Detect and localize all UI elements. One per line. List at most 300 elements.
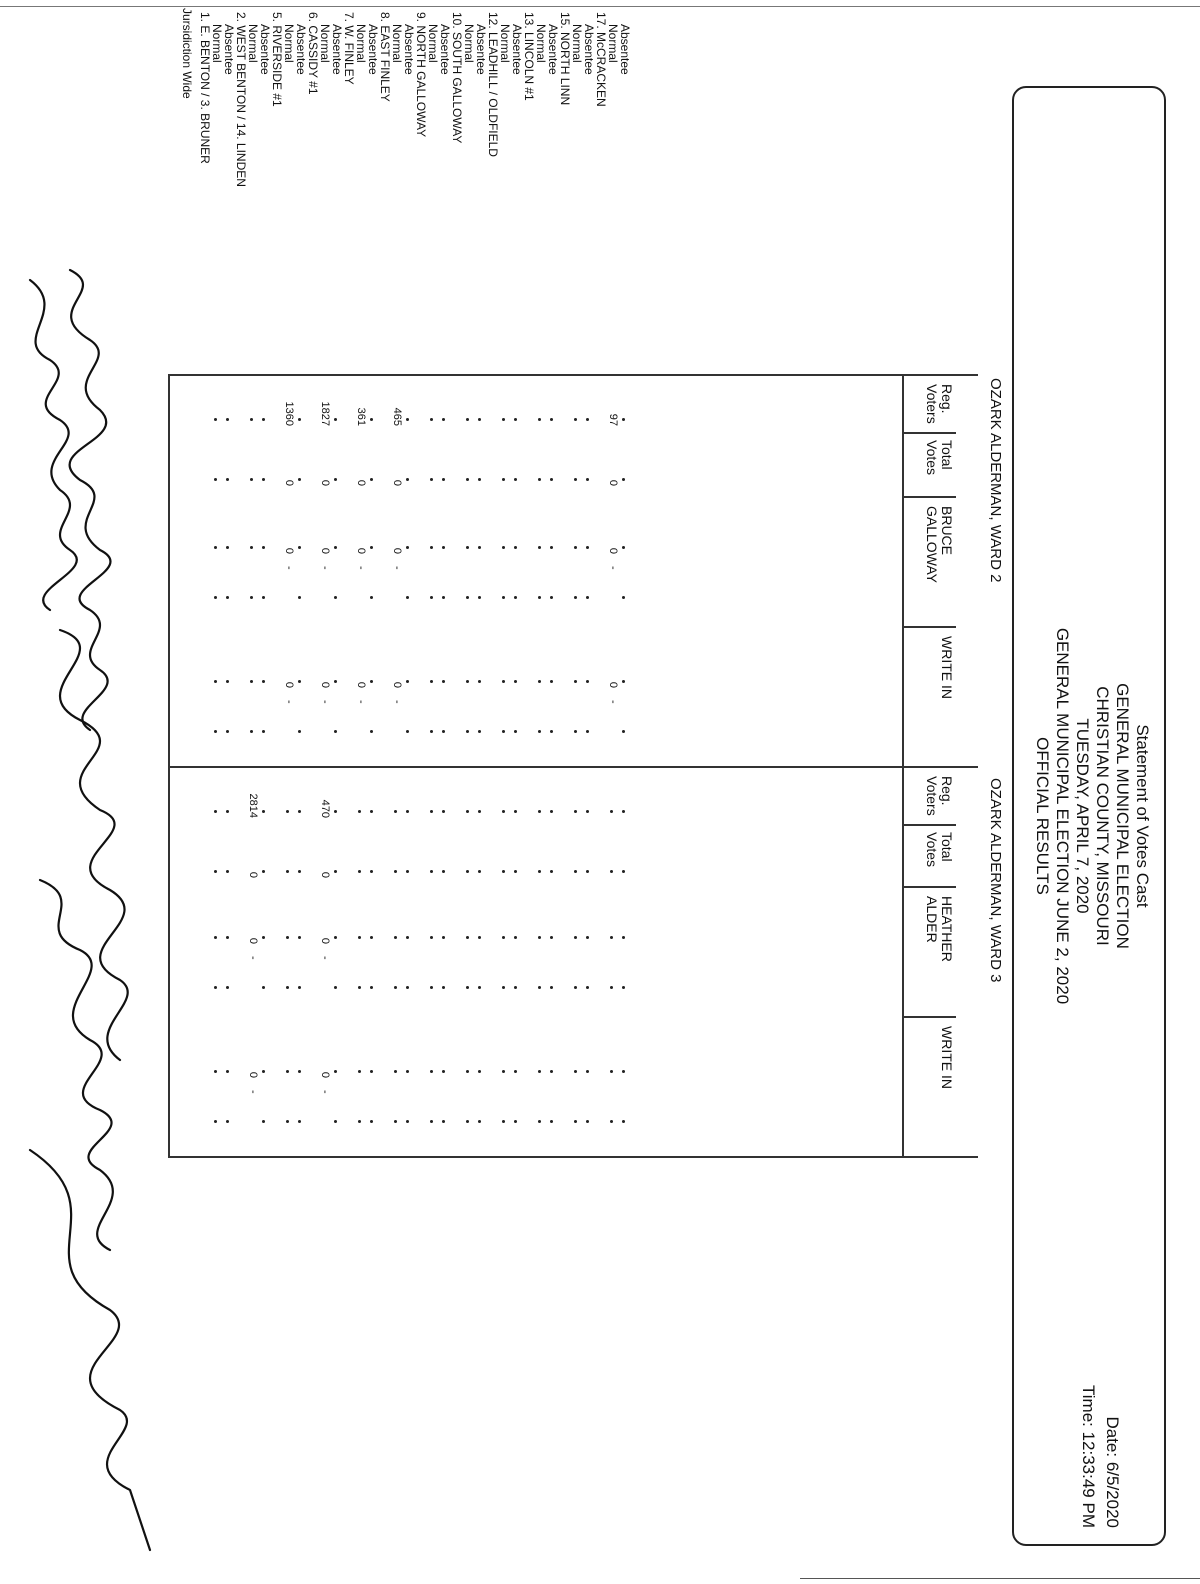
empty-cell-dot: [250, 478, 253, 481]
reg-voters-value: 97: [607, 413, 619, 426]
empty-cell-dot: [286, 986, 289, 989]
vote-type-label: Absentee: [582, 24, 596, 75]
empty-cell-dot: [334, 1120, 337, 1123]
empty-cell-dot: [622, 986, 625, 989]
candidate-2-percent: -: [319, 1090, 331, 1094]
empty-cell-dot: [262, 730, 265, 733]
total-votes-value: 0: [319, 871, 331, 878]
empty-cell-dot: [298, 596, 301, 599]
empty-cell-dot: [478, 546, 481, 549]
empty-cell-dot: [502, 870, 505, 873]
candidate-2-votes: 0: [247, 1071, 259, 1078]
empty-cell-dot: [262, 870, 265, 873]
header-line-3: CHRISTIAN COUNTY, MISSOURI: [1093, 686, 1112, 946]
empty-cell-dot: [478, 1070, 481, 1073]
empty-cell-dot: [538, 596, 541, 599]
empty-cell-dot: [262, 596, 265, 599]
empty-cell-dot: [394, 1120, 397, 1123]
empty-cell-dot: [478, 986, 481, 989]
candidate-1-votes: 0: [355, 547, 367, 554]
empty-cell-dot: [394, 870, 397, 873]
empty-cell-dot: [262, 546, 265, 549]
empty-cell-dot: [538, 418, 541, 421]
empty-cell-dot: [610, 986, 613, 989]
empty-cell-dot: [622, 478, 625, 481]
empty-cell-dot: [298, 870, 301, 873]
empty-cell-dot: [538, 936, 541, 939]
empty-cell-dot: [370, 936, 373, 939]
empty-cell-dot: [370, 870, 373, 873]
empty-cell-dot: [406, 1120, 409, 1123]
vote-type-label: Absentee: [330, 24, 344, 75]
candidate-2-votes: 0: [355, 681, 367, 688]
ward-3-total-votes-header: Total Votes: [924, 832, 955, 868]
empty-cell-dot: [298, 418, 301, 421]
empty-cell-dot: [262, 418, 265, 421]
empty-cell-dot: [574, 1070, 577, 1073]
vote-type-label: Absentee: [546, 24, 560, 75]
empty-cell-dot: [298, 936, 301, 939]
empty-cell-dot: [586, 1070, 589, 1073]
empty-cell-dot: [406, 546, 409, 549]
empty-cell-dot: [250, 418, 253, 421]
vote-type-label: Normal: [462, 24, 476, 63]
empty-cell-dot: [478, 1120, 481, 1123]
header-divider: [904, 496, 956, 498]
empty-cell-dot: [538, 680, 541, 683]
empty-cell-dot: [442, 730, 445, 733]
empty-cell-dot: [214, 596, 217, 599]
candidate-2-percent: -: [247, 1090, 259, 1094]
empty-cell-dot: [286, 1120, 289, 1123]
empty-cell-dot: [334, 730, 337, 733]
empty-cell-dot: [334, 986, 337, 989]
empty-cell-dot: [430, 810, 433, 813]
empty-cell-dot: [394, 810, 397, 813]
empty-cell-dot: [214, 936, 217, 939]
vote-type-label: Absentee: [474, 24, 488, 75]
ward-2-left-rule: [168, 374, 978, 376]
empty-cell-dot: [226, 478, 229, 481]
reg-voters-value: 465: [391, 407, 403, 426]
header-line-4: TUESDAY, APRIL 7, 2020: [1073, 718, 1092, 914]
empty-cell-dot: [466, 478, 469, 481]
candidate-1-votes: 0: [247, 937, 259, 944]
empty-cell-dot: [502, 1120, 505, 1123]
empty-cell-dot: [466, 418, 469, 421]
empty-cell-dot: [406, 418, 409, 421]
empty-cell-dot: [214, 418, 217, 421]
empty-cell-dot: [622, 1070, 625, 1073]
empty-cell-dot: [370, 680, 373, 683]
header-divider: [904, 1016, 956, 1018]
empty-cell-dot: [610, 810, 613, 813]
vote-type-label: Absentee: [366, 24, 380, 75]
empty-cell-dot: [214, 1070, 217, 1073]
candidate-2-percent: -: [283, 700, 295, 704]
reg-voters-value: 1360: [283, 401, 295, 426]
empty-cell-dot: [574, 680, 577, 683]
empty-cell-dot: [586, 418, 589, 421]
empty-cell-dot: [538, 870, 541, 873]
empty-cell-dot: [586, 596, 589, 599]
empty-cell-dot: [538, 478, 541, 481]
empty-cell-dot: [442, 870, 445, 873]
empty-cell-dot: [250, 730, 253, 733]
vote-type-label: Absentee: [258, 24, 272, 75]
empty-cell-dot: [502, 546, 505, 549]
ward-3-candidate-1-header: HEATHER ALDER: [924, 896, 955, 962]
empty-cell-dot: [514, 596, 517, 599]
candidate-2-votes: 0: [319, 1071, 331, 1078]
empty-cell-dot: [430, 546, 433, 549]
column-header-rule: [902, 374, 904, 1156]
precinct-label: 6. CASSIDY #1: [306, 12, 320, 95]
empty-cell-dot: [370, 1120, 373, 1123]
empty-cell-dot: [358, 810, 361, 813]
empty-cell-dot: [502, 478, 505, 481]
candidate-1-percent: -: [319, 956, 331, 960]
empty-cell-dot: [442, 680, 445, 683]
empty-cell-dot: [466, 870, 469, 873]
empty-cell-dot: [550, 1070, 553, 1073]
empty-cell-dot: [586, 936, 589, 939]
empty-cell-dot: [430, 596, 433, 599]
vote-type-label: Absentee: [438, 24, 452, 75]
total-votes-value: 0: [355, 479, 367, 486]
race-title-ward-2: OZARK ALDERMAN, WARD 2: [987, 378, 1004, 583]
total-votes-value: 0: [283, 479, 295, 486]
empty-cell-dot: [442, 596, 445, 599]
header-divider: [904, 626, 956, 628]
empty-cell-dot: [226, 870, 229, 873]
empty-cell-dot: [574, 418, 577, 421]
empty-cell-dot: [622, 418, 625, 421]
empty-cell-dot: [550, 546, 553, 549]
vote-type-label: Normal: [390, 24, 404, 63]
empty-cell-dot: [250, 680, 253, 683]
empty-cell-dot: [550, 680, 553, 683]
empty-cell-dot: [502, 936, 505, 939]
empty-cell-dot: [262, 680, 265, 683]
empty-cell-dot: [334, 546, 337, 549]
reg-voters-value: 361: [355, 407, 367, 426]
empty-cell-dot: [466, 986, 469, 989]
empty-cell-dot: [574, 546, 577, 549]
empty-cell-dot: [442, 810, 445, 813]
empty-cell-dot: [334, 810, 337, 813]
candidate-1-percent: -: [355, 566, 367, 570]
empty-cell-dot: [430, 936, 433, 939]
empty-cell-dot: [514, 810, 517, 813]
empty-cell-dot: [538, 730, 541, 733]
empty-cell-dot: [502, 986, 505, 989]
empty-cell-dot: [370, 596, 373, 599]
candidate-1-percent: -: [319, 566, 331, 570]
precinct-label: 15. NORTH LINN: [558, 12, 572, 106]
empty-cell-dot: [214, 870, 217, 873]
candidate-1-votes: 0: [607, 547, 619, 554]
reg-voters-value: 1827: [319, 401, 331, 426]
empty-cell-dot: [574, 730, 577, 733]
precinct-label: 7. W. FINLEY: [342, 12, 356, 85]
candidate-1-percent: -: [247, 956, 259, 960]
empty-cell-dot: [442, 1070, 445, 1073]
empty-cell-dot: [430, 1070, 433, 1073]
vote-type-label: Normal: [498, 24, 512, 63]
empty-cell-dot: [226, 1120, 229, 1123]
empty-cell-dot: [214, 730, 217, 733]
empty-cell-dot: [586, 1120, 589, 1123]
ward-3-right-rule: [168, 1156, 978, 1158]
empty-cell-dot: [610, 870, 613, 873]
empty-cell-dot: [406, 986, 409, 989]
empty-cell-dot: [298, 680, 301, 683]
empty-cell-dot: [574, 870, 577, 873]
empty-cell-dot: [574, 596, 577, 599]
empty-cell-dot: [334, 1070, 337, 1073]
empty-cell-dot: [370, 810, 373, 813]
empty-cell-dot: [610, 936, 613, 939]
empty-cell-dot: [358, 1070, 361, 1073]
candidate-1-percent: -: [607, 566, 619, 570]
empty-cell-dot: [478, 870, 481, 873]
empty-cell-dot: [394, 936, 397, 939]
candidate-1-votes: 0: [319, 937, 331, 944]
empty-cell-dot: [298, 478, 301, 481]
empty-cell-dot: [622, 596, 625, 599]
candidate-2-percent: -: [319, 700, 331, 704]
empty-cell-dot: [466, 810, 469, 813]
empty-cell-dot: [334, 478, 337, 481]
empty-cell-dot: [334, 596, 337, 599]
report-header-box: [1012, 86, 1166, 1546]
empty-cell-dot: [538, 546, 541, 549]
empty-cell-dot: [442, 478, 445, 481]
empty-cell-dot: [334, 680, 337, 683]
vote-type-label: Absentee: [402, 24, 416, 75]
empty-cell-dot: [370, 478, 373, 481]
empty-cell-dot: [514, 1070, 517, 1073]
empty-cell-dot: [550, 810, 553, 813]
empty-cell-dot: [406, 1070, 409, 1073]
empty-cell-dot: [298, 546, 301, 549]
ward-3-reg-voters-header: Reg. Voters: [924, 776, 955, 816]
candidate-1-votes: 0: [283, 547, 295, 554]
empty-cell-dot: [250, 596, 253, 599]
empty-cell-dot: [430, 986, 433, 989]
ward-2-candidate-1-header: BRUCE GALLOWAY: [924, 506, 955, 584]
empty-cell-dot: [586, 986, 589, 989]
empty-cell-dot: [478, 478, 481, 481]
empty-cell-dot: [538, 1120, 541, 1123]
empty-cell-dot: [586, 680, 589, 683]
empty-cell-dot: [214, 546, 217, 549]
empty-cell-dot: [262, 478, 265, 481]
vote-type-label: Normal: [570, 24, 584, 63]
empty-cell-dot: [214, 680, 217, 683]
vote-type-label: Absentee: [294, 24, 308, 75]
empty-cell-dot: [502, 418, 505, 421]
reg-voters-value: 2814: [247, 793, 259, 818]
empty-cell-dot: [226, 546, 229, 549]
empty-cell-dot: [622, 810, 625, 813]
candidate-2-votes: 0: [283, 681, 295, 688]
empty-cell-dot: [574, 986, 577, 989]
header-line-2: GENERAL MUNICIPAL ELECTION: [1113, 683, 1132, 949]
precinct-label: 8. EAST FINLEY: [378, 12, 392, 102]
empty-cell-dot: [514, 870, 517, 873]
empty-cell-dot: [226, 936, 229, 939]
empty-cell-dot: [370, 546, 373, 549]
empty-cell-dot: [622, 1120, 625, 1123]
candidate-1-percent: -: [391, 566, 403, 570]
empty-cell-dot: [442, 1120, 445, 1123]
empty-cell-dot: [262, 1120, 265, 1123]
empty-cell-dot: [550, 596, 553, 599]
precinct-label: 1. E. BENTON / 3. BRUNER: [198, 12, 212, 164]
empty-cell-dot: [262, 1070, 265, 1073]
empty-cell-dot: [550, 730, 553, 733]
vote-type-label: Normal: [606, 24, 620, 63]
empty-cell-dot: [226, 730, 229, 733]
empty-cell-dot: [298, 1120, 301, 1123]
candidate-1-percent: -: [283, 566, 295, 570]
header-line-5: GENERAL MUNICIPAL ELECTION JUNE 2, 2020: [1053, 627, 1072, 1005]
empty-cell-dot: [406, 810, 409, 813]
candidate-2-percent: -: [355, 700, 367, 704]
candidate-2-percent: -: [391, 700, 403, 704]
empty-cell-dot: [622, 730, 625, 733]
vote-type-label: Normal: [426, 24, 440, 63]
ward-2-reg-voters-header: Reg. Voters: [924, 384, 955, 424]
signature-4: [40, 880, 113, 1250]
empty-cell-dot: [478, 596, 481, 599]
precinct-label: 5. RIVERSIDE #1: [270, 12, 284, 107]
empty-cell-dot: [226, 680, 229, 683]
empty-cell-dot: [550, 986, 553, 989]
empty-cell-dot: [358, 870, 361, 873]
ward-separator-rule: [168, 766, 978, 768]
empty-cell-dot: [286, 1070, 289, 1073]
empty-cell-dot: [262, 986, 265, 989]
empty-cell-dot: [550, 936, 553, 939]
empty-cell-dot: [466, 596, 469, 599]
empty-cell-dot: [406, 936, 409, 939]
empty-cell-dot: [406, 730, 409, 733]
race-title-ward-3: OZARK ALDERMAN, WARD 3: [987, 778, 1004, 983]
empty-cell-dot: [622, 870, 625, 873]
vote-type-label: Absentee: [618, 24, 632, 75]
empty-cell-dot: [286, 810, 289, 813]
empty-cell-dot: [226, 986, 229, 989]
empty-cell-dot: [586, 810, 589, 813]
empty-cell-dot: [574, 478, 577, 481]
vote-type-label: Normal: [354, 24, 368, 63]
empty-cell-dot: [586, 730, 589, 733]
empty-cell-dot: [334, 870, 337, 873]
signature-3: [60, 630, 128, 1060]
empty-cell-dot: [466, 546, 469, 549]
empty-cell-dot: [370, 418, 373, 421]
empty-cell-dot: [538, 1070, 541, 1073]
empty-cell-dot: [502, 596, 505, 599]
empty-cell-dot: [214, 810, 217, 813]
empty-cell-dot: [358, 986, 361, 989]
vote-type-label: Normal: [318, 24, 332, 63]
vote-type-label: Normal: [246, 24, 260, 63]
empty-cell-dot: [538, 810, 541, 813]
empty-cell-dot: [334, 936, 337, 939]
empty-cell-dot: [358, 936, 361, 939]
empty-cell-dot: [214, 1120, 217, 1123]
header-divider: [904, 886, 956, 888]
empty-cell-dot: [430, 870, 433, 873]
empty-cell-dot: [466, 1070, 469, 1073]
empty-cell-dot: [478, 810, 481, 813]
empty-cell-dot: [466, 936, 469, 939]
empty-cell-dot: [610, 1120, 613, 1123]
empty-cell-dot: [478, 418, 481, 421]
empty-cell-dot: [622, 680, 625, 683]
jurisdiction-header: Jursidiction Wide: [180, 8, 194, 99]
precinct-label: 13. LINCOLN #1: [522, 12, 536, 101]
empty-cell-dot: [622, 546, 625, 549]
empty-cell-dot: [394, 986, 397, 989]
empty-cell-dot: [214, 986, 217, 989]
empty-cell-dot: [466, 680, 469, 683]
empty-cell-dot: [574, 1120, 577, 1123]
empty-cell-dot: [394, 1070, 397, 1073]
precinct-label: 9. NORTH GALLOWAY: [414, 12, 428, 138]
signature-2: [30, 280, 77, 610]
candidate-1-votes: 0: [319, 547, 331, 554]
ward-2-candidate-2-header: WRITE IN: [939, 636, 955, 699]
empty-cell-dot: [622, 936, 625, 939]
empty-cell-dot: [298, 986, 301, 989]
precinct-label: 2. WEST BENTON / 14. LINDEN: [234, 12, 248, 187]
ward-3-candidate-2-header: WRITE IN: [939, 1026, 955, 1089]
empty-cell-dot: [286, 870, 289, 873]
signature-5: [30, 1150, 150, 1550]
empty-cell-dot: [442, 986, 445, 989]
empty-cell-dot: [406, 680, 409, 683]
empty-cell-dot: [610, 1070, 613, 1073]
vote-type-label: Normal: [282, 24, 296, 63]
empty-cell-dot: [550, 870, 553, 873]
empty-cell-dot: [226, 810, 229, 813]
empty-cell-dot: [370, 730, 373, 733]
precinct-label: 17. McCRACKEN: [594, 12, 608, 107]
ward-2-total-votes-header: Total Votes: [924, 440, 955, 476]
empty-cell-dot: [214, 478, 217, 481]
report-time: Time: 12:33:49 PM: [1079, 1385, 1098, 1528]
empty-cell-dot: [406, 596, 409, 599]
empty-cell-dot: [574, 810, 577, 813]
empty-cell-dot: [262, 936, 265, 939]
empty-cell-dot: [430, 478, 433, 481]
empty-cell-dot: [226, 418, 229, 421]
total-votes-value: 0: [607, 479, 619, 486]
total-votes-value: 0: [391, 479, 403, 486]
empty-cell-dot: [514, 546, 517, 549]
empty-cell-dot: [226, 596, 229, 599]
empty-cell-dot: [514, 936, 517, 939]
empty-cell-dot: [514, 986, 517, 989]
candidate-2-votes: 0: [391, 681, 403, 688]
empty-cell-dot: [298, 810, 301, 813]
empty-cell-dot: [442, 418, 445, 421]
